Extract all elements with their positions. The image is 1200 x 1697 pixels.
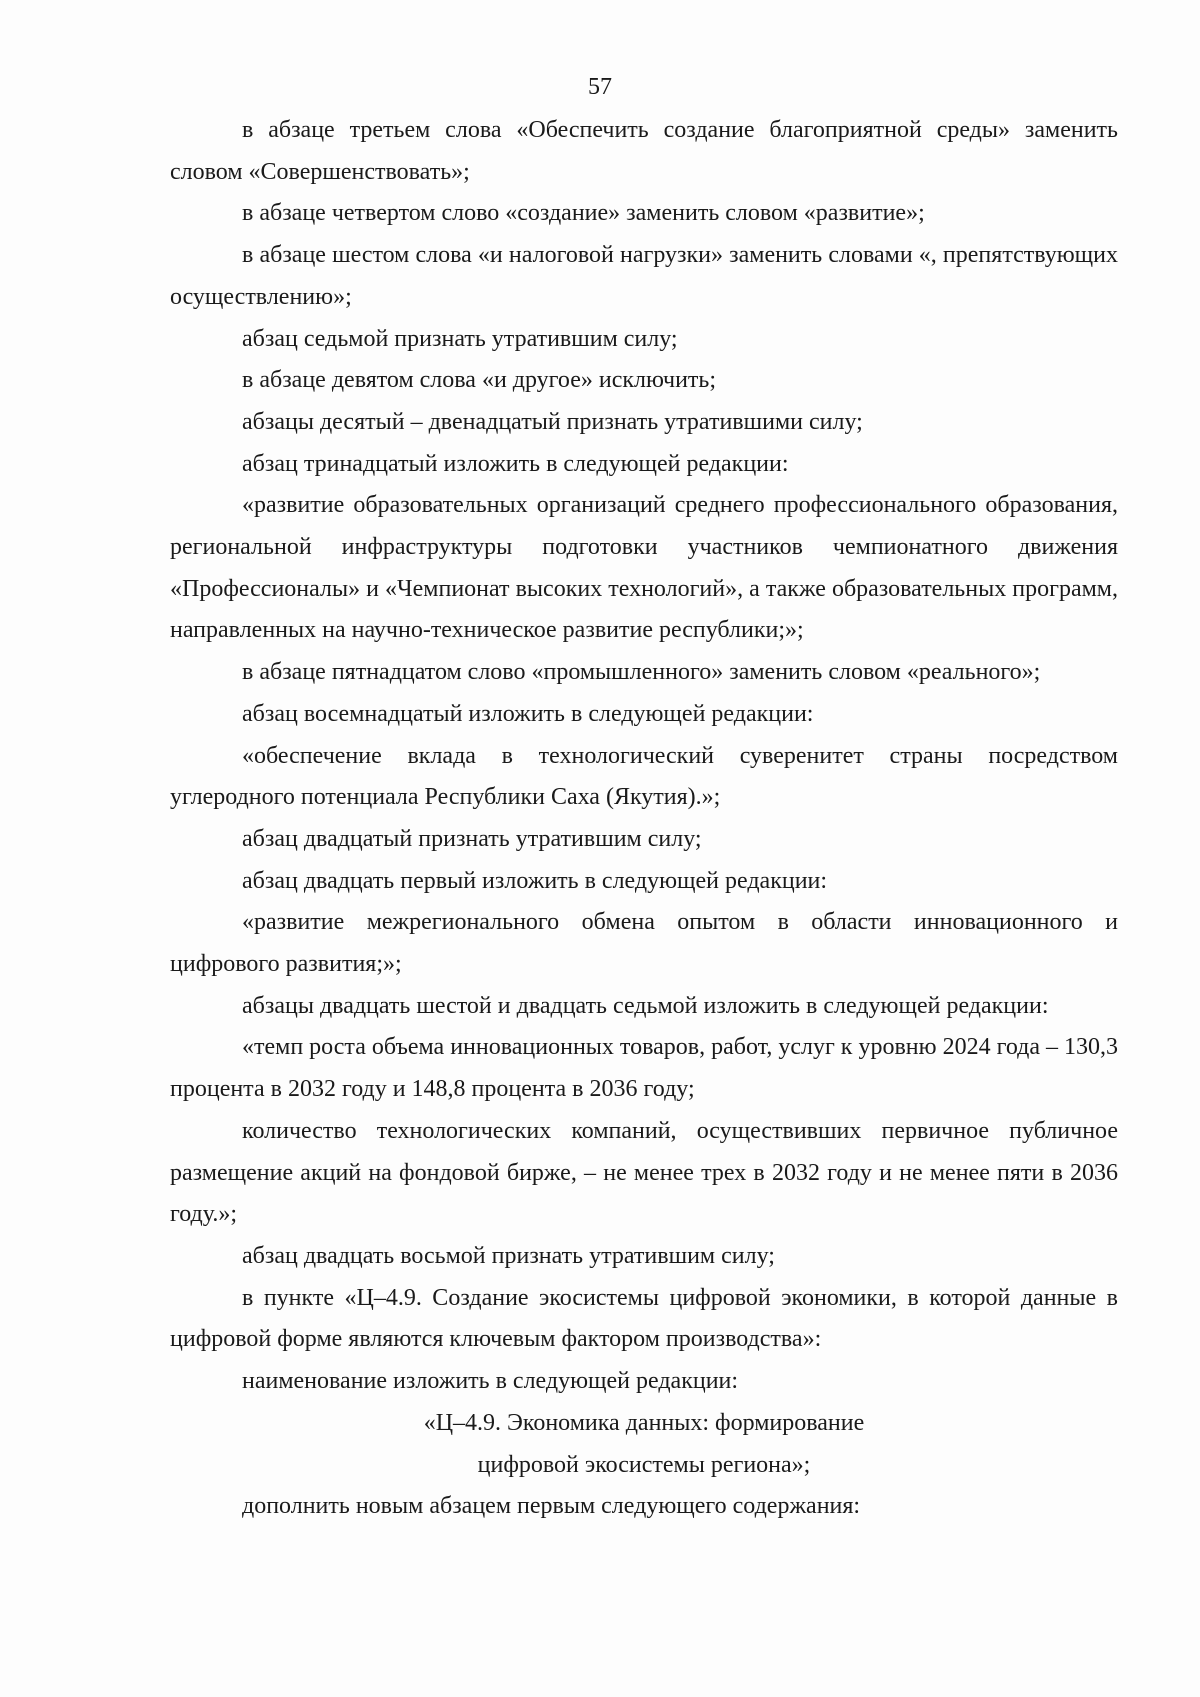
section-heading-line: цифровой экосистемы региона»; [477,1451,811,1478]
document-body [170,110,1118,1528]
paragraph: дополнить новым абзацем первым следующего содержания: [242,1493,861,1520]
paragraph: абзац двадцать восьмой признать утратившим силу; [242,1242,775,1269]
paragraph: абзац двадцать первый изложить в следующей редакции: [242,867,828,894]
paragraph: в пункте «Ц–4.9. Создание экосистемы цифровой экономики, в которой данные в цифровой форме являются ключевым фактором производства»: [170,1284,1118,1353]
paragraph: в абзаце четвертом слово «создание» заменить словом «развитие»; [242,200,925,227]
paragraph: в абзаце шестом слова «и налоговой нагрузки» заменить словами «, препятствующих осуществлению»; [170,242,1118,310]
paragraph: абзац двадцатый признать утратившим силу; [242,825,702,852]
paragraph: в абзаце третьем слова «Обеспечить создание благоприятной среды» заменить словом «Совершенствовать»; [170,117,1118,185]
paragraph: абзац тринадцатый изложить в следующей редакции: [242,450,789,477]
paragraph: «обеспечение вклада в технологический суверенитет страны посредством углеродного потенциала Республики Саха (Якутия).»; [170,742,1118,811]
paragraph: абзац восемнадцатый изложить в следующей редакции: [242,700,814,727]
paragraph: количество технологических компаний, осуществивших первичное публичное размещение акций на фондовой бирже, – не менее трех в 2032 году и не менее пяти в 2036 году.»; [170,1117,1118,1228]
page-number: 57 [588,74,612,100]
paragraph: наименование изложить в следующей редакции: [242,1368,739,1395]
paragraph: в абзаце пятнадцатом слово «промышленного» заменить словом «реального»; [242,659,1041,686]
paragraph: абзацы двадцать шестой и двадцать седьмой изложить в следующей редакции: [242,992,1049,1019]
paragraph: «развитие межрегионального обмена опытом в области инновационного и цифрового развития;»; [170,909,1118,978]
section-heading-line: «Ц–4.9. Экономика данных: формирование [423,1409,865,1436]
paragraph: в абзаце девятом слова «и другое» исключить; [242,367,717,394]
paragraph: абзац седьмой признать утратившим силу; [242,325,678,352]
paragraph: абзацы десятый – двенадцатый признать утратившими силу; [242,408,863,435]
paragraph: «развитие образовательных организаций среднего профессионального образования, региональной инфраструктуры подготовки участников чемпионатного движения «Профессионалы» и «Чемпионат высоких технологий», а также образовательных программ, направленных на научно-техническое развитие республики;»; [170,492,1118,644]
paragraph: «темп роста объема инновационных товаров, работ, услуг к уровню 2024 года – 130,3 процента в 2032 году и 148,8 процента в 2036 году; [170,1034,1118,1103]
